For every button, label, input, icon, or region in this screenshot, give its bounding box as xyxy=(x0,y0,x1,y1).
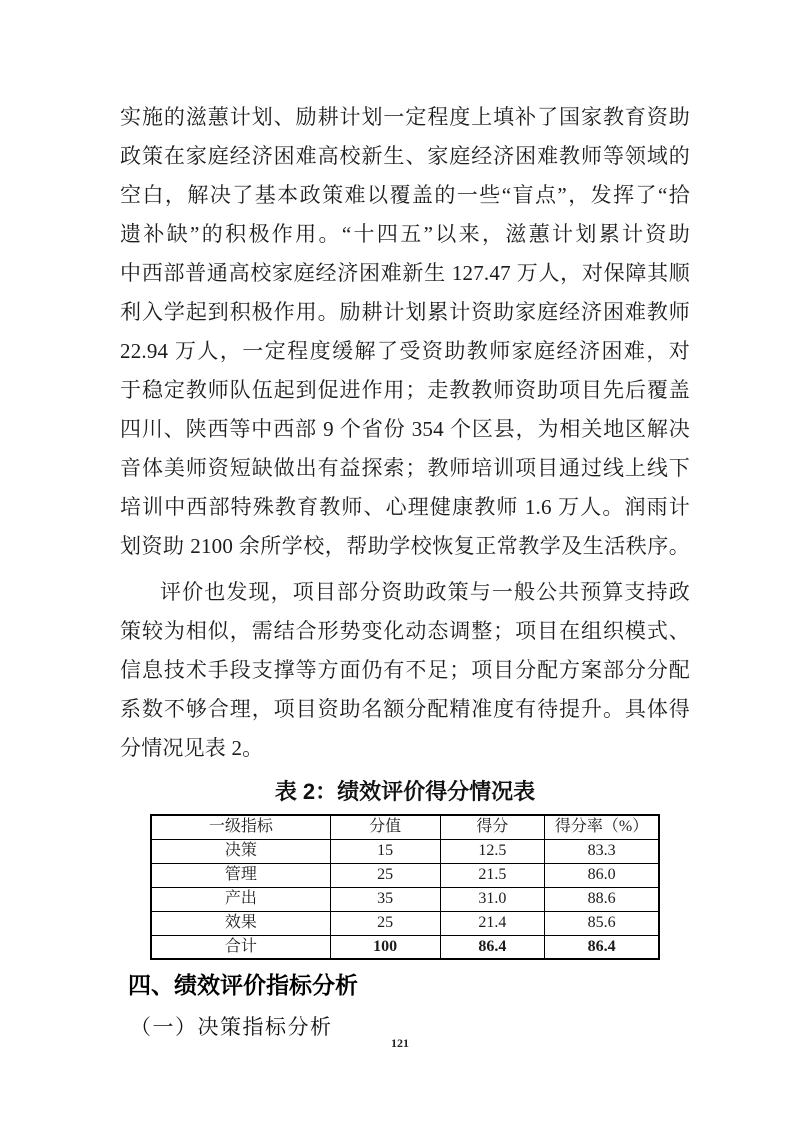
table-cell: 83.3 xyxy=(545,839,659,863)
table-cell: 合计 xyxy=(151,935,330,959)
table-cell: 100 xyxy=(330,935,440,959)
body-text-line: 中西部普通高校家庭经济困难新生 127.47 万人，对保障其顺 xyxy=(120,261,690,285)
page-number: 121 xyxy=(391,1036,409,1050)
table-cell: 决策 xyxy=(151,839,330,863)
table-cell: 86.4 xyxy=(440,935,545,959)
body-text-line: 策较为相似，需结合形势变化动态调整；项目在组织模式、 xyxy=(120,619,690,643)
table-row xyxy=(151,863,659,887)
body-text-line: 22.94 万人，一定程度缓解了受资助教师家庭经济困难，对 xyxy=(120,339,690,363)
table-header-cell: 分值 xyxy=(330,815,440,839)
table-cell: 产出 xyxy=(151,887,330,911)
body-text-line: 分情况见表 2。 xyxy=(120,736,264,760)
table-total-row xyxy=(151,935,659,959)
subsection-heading: （一）决策指标分析 xyxy=(130,1015,333,1039)
table-cell: 25 xyxy=(330,911,440,935)
body-text-line: 空白，解决了基本政策难以覆盖的一些“盲点”，发挥了“拾 xyxy=(120,183,690,207)
table-cell: 21.4 xyxy=(440,911,545,935)
body-text-line: 培训中西部特殊教育教师、心理健康教师 1.6 万人。润雨计 xyxy=(120,495,690,519)
section-heading: 四、绩效评价指标分析 xyxy=(128,972,358,998)
body-text-line: 遗补缺”的积极作用。“十四五”以来，滋蕙计划累计资助 xyxy=(120,222,690,246)
body-text-line: 政策在家庭经济困难高校新生、家庭经济困难教师等领域的 xyxy=(120,144,690,168)
table-cell: 21.5 xyxy=(440,863,545,887)
table-row xyxy=(151,887,659,911)
score-table xyxy=(150,814,660,960)
table-row xyxy=(151,911,659,935)
table-cell: 85.6 xyxy=(545,911,659,935)
body-text-line: 信息技术手段支撑等方面仍有不足；项目分配方案部分分配 xyxy=(120,658,690,682)
body-text-line: 实施的滋蕙计划、励耕计划一定程度上填补了国家教育资助 xyxy=(120,105,690,129)
table-cell: 效果 xyxy=(151,911,330,935)
table-cell: 管理 xyxy=(151,863,330,887)
table-cell: 12.5 xyxy=(440,839,545,863)
body-paragraph-1 xyxy=(120,98,690,566)
table-cell: 35 xyxy=(330,887,440,911)
table-header-row xyxy=(151,815,659,839)
table-cell: 15 xyxy=(330,839,440,863)
body-text-line: 划资助 2100 余所学校，帮助学校恢复正常教学及生活秩序。 xyxy=(120,534,690,558)
body-text-line: 四川、陕西等中西部 9 个省份 354 个区县，为相关地区解决 xyxy=(120,417,690,441)
body-text-line: 音体美师资短缺做出有益探索；教师培训项目通过线上线下 xyxy=(120,456,690,480)
table-cell: 88.6 xyxy=(545,887,659,911)
table-cell: 86.0 xyxy=(545,863,659,887)
body-text-line: 系数不够合理，项目资助名额分配精准度有待提升。具体得 xyxy=(120,697,690,721)
body-text-line: 利入学起到积极作用。励耕计划累计资助家庭经济困难教师 xyxy=(120,300,690,324)
table-header-cell: 得分 xyxy=(440,815,545,839)
body-text-line: 于稳定教师队伍起到促进作用；走教教师资助项目先后覆盖 xyxy=(120,378,690,402)
table-caption: 表 2：绩效评价得分情况表 xyxy=(274,779,536,804)
table-cell: 31.0 xyxy=(440,887,545,911)
table-cell: 25 xyxy=(330,863,440,887)
table-header-cell: 一级指标 xyxy=(151,815,330,839)
table-cell: 86.4 xyxy=(545,935,659,959)
body-text-line: 评价也发现，项目部分资助政策与一般公共预算支持政 xyxy=(160,580,690,604)
table-row xyxy=(151,839,659,863)
table-header-cell: 得分率（%） xyxy=(545,815,659,839)
body-paragraph-2 xyxy=(120,573,690,768)
page-content xyxy=(120,98,690,1042)
